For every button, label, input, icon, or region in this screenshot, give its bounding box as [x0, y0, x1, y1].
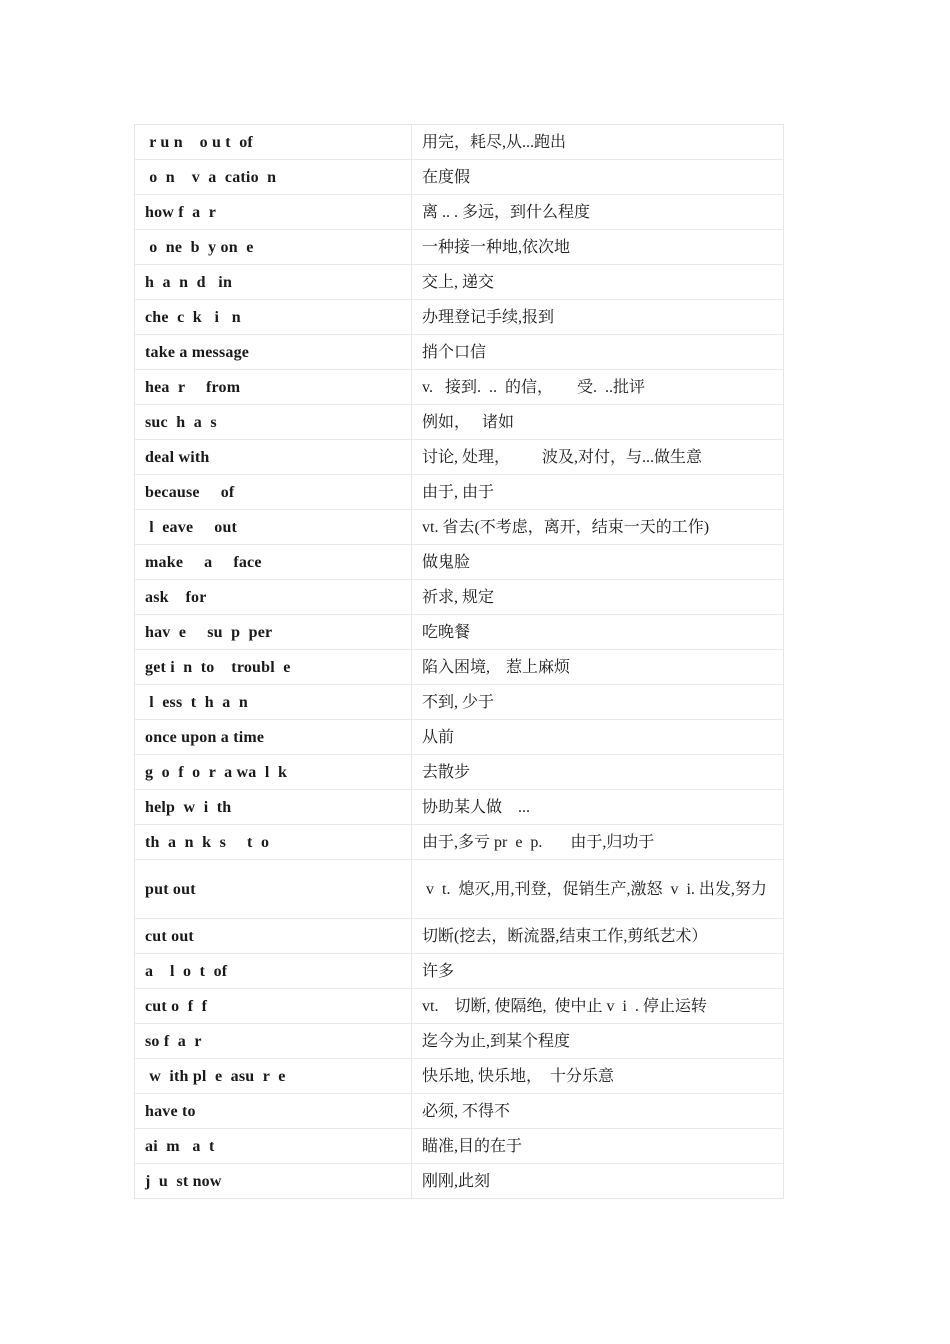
english-phrase-cell: th a n k s t o: [135, 825, 412, 860]
chinese-meaning-cell: 交上, 递交: [412, 265, 784, 300]
english-phrase-cell: ai m a t: [135, 1129, 412, 1164]
english-phrase-cell: l eave out: [135, 510, 412, 545]
chinese-meaning-cell: 离 .. . 多远，到什么程度: [412, 195, 784, 230]
chinese-meaning-cell: 讨论, 处理， 波及,对付，与...做生意: [412, 440, 784, 475]
table-row: [135, 1024, 784, 1059]
table-row: [135, 195, 784, 230]
chinese-meaning-cell: 协助某人做 ...: [412, 790, 784, 825]
table-row: [135, 440, 784, 475]
chinese-meaning-cell: 由于, 由于: [412, 475, 784, 510]
chinese-meaning-cell: 例如， 诸如: [412, 405, 784, 440]
table-row: [135, 954, 784, 989]
table-row: [135, 685, 784, 720]
table-row: [135, 405, 784, 440]
english-phrase-cell: make a face: [135, 545, 412, 580]
table-row: [135, 300, 784, 335]
table-row: [135, 475, 784, 510]
english-phrase-cell: hav e su p per: [135, 615, 412, 650]
table-row: [135, 825, 784, 860]
english-phrase-cell: cut out: [135, 919, 412, 954]
table-row: [135, 989, 784, 1024]
english-phrase-cell: get i n to troubl e: [135, 650, 412, 685]
english-phrase-cell: h a n d in: [135, 265, 412, 300]
english-phrase-cell: deal with: [135, 440, 412, 475]
chinese-meaning-cell: 不到, 少于: [412, 685, 784, 720]
chinese-meaning-cell: 切断(挖去，断流器,结束工作,剪纸艺术）: [412, 919, 784, 954]
english-phrase-cell: help w i th: [135, 790, 412, 825]
table-row: [135, 230, 784, 265]
table-row: [135, 510, 784, 545]
chinese-meaning-cell: 用完，耗尽,从...跑出: [412, 125, 784, 160]
table-row: [135, 580, 784, 615]
vocabulary-table-body: [135, 125, 784, 1199]
chinese-meaning-cell: vt. 省去(不考虑，离开，结束一天的工作): [412, 510, 784, 545]
table-row: [135, 650, 784, 685]
english-phrase-cell: o n v a catio n: [135, 160, 412, 195]
chinese-meaning-cell: 瞄准,目的在于: [412, 1129, 784, 1164]
chinese-meaning-cell: 捎个口信: [412, 335, 784, 370]
chinese-meaning-cell: 在度假: [412, 160, 784, 195]
chinese-meaning-cell: 祈求, 规定: [412, 580, 784, 615]
chinese-meaning-cell: 快乐地, 快乐地， 十分乐意: [412, 1059, 784, 1094]
english-phrase-cell: how f a r: [135, 195, 412, 230]
table-row: [135, 1129, 784, 1164]
english-phrase-cell: r u n o u t of: [135, 125, 412, 160]
english-phrase-cell: suc h a s: [135, 405, 412, 440]
table-row: [135, 335, 784, 370]
english-phrase-cell: o ne b y on e: [135, 230, 412, 265]
chinese-meaning-cell: 刚刚,此刻: [412, 1164, 784, 1199]
english-phrase-cell: w ith pl e asu r e: [135, 1059, 412, 1094]
chinese-meaning-cell: 去散步: [412, 755, 784, 790]
table-row: [135, 265, 784, 300]
english-phrase-cell: ask for: [135, 580, 412, 615]
chinese-meaning-cell: v. 接到. .. 的信， 受. ..批评: [412, 370, 784, 405]
english-phrase-cell: put out: [135, 860, 412, 919]
table-row: [135, 1059, 784, 1094]
english-phrase-cell: l ess t h a n: [135, 685, 412, 720]
chinese-meaning-cell: 由于,多亏 pr e p. 由于,归功于: [412, 825, 784, 860]
english-phrase-cell: hea r from: [135, 370, 412, 405]
table-row: [135, 545, 784, 580]
vocabulary-table: [134, 124, 784, 1199]
english-phrase-cell: because of: [135, 475, 412, 510]
chinese-meaning-cell: 从前: [412, 720, 784, 755]
chinese-meaning-cell: 陷入困境, 惹上麻烦: [412, 650, 784, 685]
table-row: [135, 1164, 784, 1199]
english-phrase-cell: so f a r: [135, 1024, 412, 1059]
chinese-meaning-cell: 许多: [412, 954, 784, 989]
table-row: [135, 755, 784, 790]
table-row: [135, 790, 784, 825]
table-row: [135, 160, 784, 195]
chinese-meaning-cell: 迄今为止,到某个程度: [412, 1024, 784, 1059]
table-row: [135, 615, 784, 650]
chinese-meaning-cell: 做鬼脸: [412, 545, 784, 580]
english-phrase-cell: have to: [135, 1094, 412, 1129]
table-row: [135, 860, 784, 919]
table-row: [135, 720, 784, 755]
table-row: [135, 370, 784, 405]
table-row: [135, 125, 784, 160]
english-phrase-cell: g o f o r a wa l k: [135, 755, 412, 790]
english-phrase-cell: cut o f f: [135, 989, 412, 1024]
chinese-meaning-cell: 办理登记手续,报到: [412, 300, 784, 335]
chinese-meaning-cell: vt. 切断, 使隔绝, 使中止 v i . 停止运转: [412, 989, 784, 1024]
chinese-meaning-cell: 吃晚餐: [412, 615, 784, 650]
english-phrase-cell: take a message: [135, 335, 412, 370]
chinese-meaning-cell: v t. 熄灭,用,刊登，促销生产,激怒 v i. 出发,努力: [412, 860, 784, 919]
english-phrase-cell: once upon a time: [135, 720, 412, 755]
table-row: [135, 1094, 784, 1129]
english-phrase-cell: che c k i n: [135, 300, 412, 335]
chinese-meaning-cell: 一种接一种地,依次地: [412, 230, 784, 265]
english-phrase-cell: a l o t of: [135, 954, 412, 989]
english-phrase-cell: j u st now: [135, 1164, 412, 1199]
table-row: [135, 919, 784, 954]
chinese-meaning-cell: 必须, 不得不: [412, 1094, 784, 1129]
